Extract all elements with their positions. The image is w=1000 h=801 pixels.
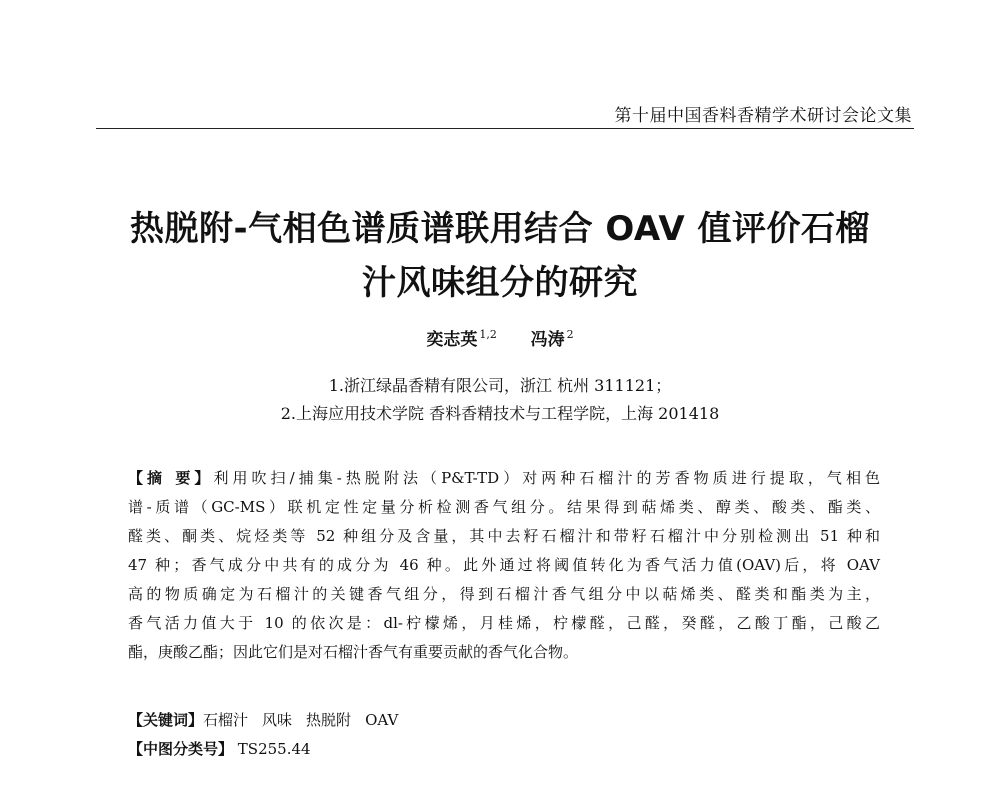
keywords-label: 【关键词】 xyxy=(128,711,204,729)
running-header: 第十届中国香料香精学术研讨会论文集 xyxy=(614,106,912,126)
abstract-line: 高的物质确定为石榴汁的关键香气组分，得到石榴汁香气组分中以萜烯类、醛类和酯类为主， xyxy=(128,585,880,603)
keywords xyxy=(128,709,412,730)
header-rule xyxy=(96,128,914,129)
abstract xyxy=(128,464,880,667)
abstract-line: 47 种；香气成分中共有的成分为 46 种。此外通过将阈值转化为香气活力值(OAV)后，将 OAV xyxy=(128,556,880,574)
title-line-1: 热脱附-气相色谱质谱联用结合 OAV 值评价石榴 xyxy=(129,209,871,249)
abstract-line: 【摘 要】利用吹扫/捕集-热脱附法（P&T-TD）对两种石榴汁的芳香物质进行提取，气相色 xyxy=(128,469,880,487)
abstract-line: 醛类、酮类、烷烃类等 52 种组分及含量，其中去籽石榴汁和带籽石榴汁中分别检测出 51 种和 xyxy=(128,527,880,545)
abstract-line: 香气活力值大于 10 的依次是：dl-柠檬烯，月桂烯，柠檬醛，己醛，癸醛，乙酸丁酯，己酸乙 xyxy=(128,614,880,632)
classification-label: 【中图分类号】 xyxy=(128,740,234,758)
keyword: OAV xyxy=(365,711,399,729)
affiliation-1: 1.浙江绿晶香精有限公司，浙江 杭州 311121； xyxy=(328,376,672,395)
author-affil-mark: 2 xyxy=(566,328,574,341)
keyword: 石榴汁 xyxy=(203,711,249,729)
author-name: 奕志英 xyxy=(426,330,478,350)
author-name: 冯涛 xyxy=(530,330,565,350)
paper-title xyxy=(60,202,940,310)
affiliation-2: 2.上海应用技术学院 香料香精技术与工程学院，上海 201418 xyxy=(280,404,720,423)
keyword: 热脱附 xyxy=(306,711,352,729)
author-affil-mark: 1,2 xyxy=(479,328,497,341)
abstract-label: 【摘 要】 xyxy=(128,469,214,487)
keyword: 风味 xyxy=(262,711,293,729)
classification-code xyxy=(128,738,311,759)
abstract-line: 酯，庚酸乙酯；因此它们是对石榴汁香气有重要贡献的香气化合物。 xyxy=(128,643,579,661)
author-list xyxy=(0,325,1000,350)
abstract-line: 谱-质谱（GC-MS）联机定性定量分析检测香气组分。结果得到萜烯类、醇类、酸类、酯类、 xyxy=(128,498,880,516)
title-line-2: 汁风味组分的研究 xyxy=(362,263,638,303)
classification-value: TS255.44 xyxy=(237,740,311,758)
